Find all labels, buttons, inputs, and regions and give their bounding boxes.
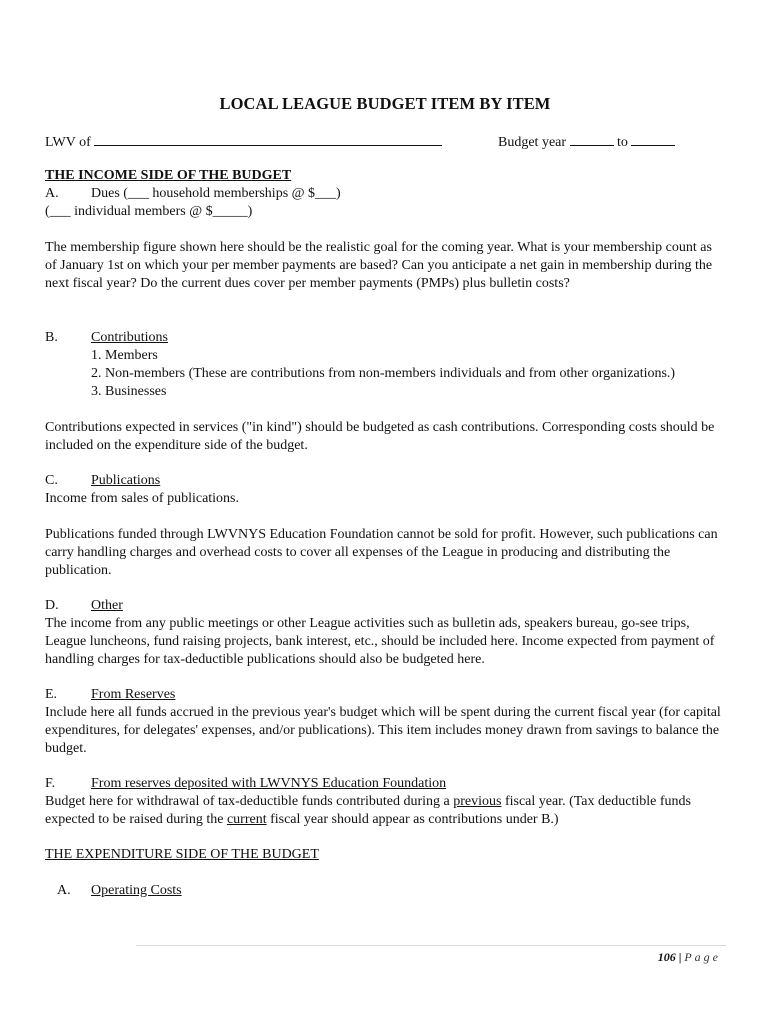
income-e-paragraph: Include here all funds accrued in the previous year's budget which will be spent during the current fiscal year (for capital expenditures, for delegates' expenses, and/or publications). This item includes money drawn from savings to balance the budget. bbox=[45, 705, 721, 756]
income-f-emphasis-current: current bbox=[226, 812, 267, 827]
budget-year-end-blank bbox=[631, 132, 675, 146]
income-f-heading: From reserves deposited with LWVNYS Education Foundation bbox=[91, 776, 447, 791]
income-d-letter: D. bbox=[45, 598, 59, 613]
income-f-paragraph bbox=[45, 793, 725, 829]
income-b-item-1: 1. Members bbox=[91, 348, 158, 363]
income-d-paragraph: The income from any public meetings or other League activities such as bulletin ads, speakers bureau, go-see trips, League luncheons, fund raising projects, bank interest, etc., should be included here. Income expected from payment of handling charges for tax-deductible publications should also be budgeted here. bbox=[45, 616, 715, 667]
income-b-heading: Contributions bbox=[91, 330, 169, 345]
income-e-letter: E. bbox=[45, 687, 58, 702]
income-d-heading-line bbox=[45, 597, 725, 615]
income-b-item-3: 3. Businesses bbox=[91, 384, 167, 399]
income-f-emphasis-previous: previous bbox=[453, 794, 502, 809]
income-a-line1 bbox=[45, 185, 725, 203]
income-b-heading-line bbox=[45, 329, 725, 347]
income-f-text-2: fiscal year. (Tax deductible funds expected to be raised during the bbox=[45, 794, 691, 827]
income-b-item-2: 2. Non-members (These are contributions from non-members individuals and from other organizations.) bbox=[91, 366, 676, 381]
budget-year-label: Budget year bbox=[498, 135, 567, 150]
footer-separator: | bbox=[678, 950, 682, 964]
income-heading: THE INCOME SIDE OF THE BUDGET bbox=[45, 168, 292, 183]
income-a-line2: (___ individual members @ $_____) bbox=[45, 204, 253, 219]
income-c-paragraph: Publications funded through LWVNYS Education Foundation cannot be sold for profit. However, such publications can carry handling charges and overhead costs to cover all expenses of the League in producing and distributing the publication. bbox=[45, 527, 718, 578]
income-a-dues-text: Dues (___ household memberships @ $___) bbox=[91, 186, 341, 201]
income-e-heading-line bbox=[45, 686, 725, 704]
footer-divider bbox=[136, 945, 726, 946]
income-c-heading: Publications bbox=[91, 473, 161, 488]
income-f-letter: F. bbox=[45, 776, 56, 791]
expenditure-heading: THE EXPENDITURE SIDE OF THE BUDGET bbox=[45, 847, 319, 862]
income-a-letter: A. bbox=[45, 186, 59, 201]
expenditure-a-heading: Operating Costs bbox=[91, 883, 182, 898]
page-title: LOCAL LEAGUE BUDGET ITEM BY ITEM bbox=[219, 94, 551, 113]
income-c-heading-line bbox=[45, 472, 725, 490]
income-f-text-1: Budget here for withdrawal of tax-deductible funds contributed during a bbox=[45, 794, 454, 809]
income-e-heading: From Reserves bbox=[91, 687, 176, 702]
lwv-name-blank bbox=[94, 132, 442, 146]
income-c-line: Income from sales of publications. bbox=[45, 491, 240, 506]
budget-year-group bbox=[498, 132, 675, 152]
lwv-label: LWV of bbox=[45, 135, 91, 150]
expenditure-a-letter: A. bbox=[57, 883, 71, 898]
page-footer bbox=[658, 950, 721, 965]
income-b-letter: B. bbox=[45, 330, 58, 345]
income-f-heading-line bbox=[45, 775, 725, 793]
budget-year-start-blank bbox=[570, 132, 614, 146]
income-a-paragraph: The membership figure shown here should be the realistic goal for the coming year. What is your membership count as of January 1st on which your per member payments are based? Can you anticipate a net gain in membership during the next fiscal year? Do the current dues cover per member payments (PMPs) plus bulletin costs? bbox=[45, 240, 713, 291]
income-d-heading: Other bbox=[91, 598, 123, 613]
income-b-paragraph: Contributions expected in services ("in kind") should be budgeted as cash contributions. Corresponding costs should be included on the expenditure side of the budget. bbox=[45, 420, 715, 453]
income-c-letter: C. bbox=[45, 473, 58, 488]
to-label: to bbox=[617, 135, 628, 150]
income-f-text-3: fiscal year should appear as contributions under B.) bbox=[266, 812, 559, 827]
header-fields-line bbox=[45, 132, 725, 152]
page-word: Page bbox=[684, 950, 721, 964]
page-number: 106 bbox=[657, 950, 676, 964]
expenditure-a-heading-line bbox=[57, 882, 737, 900]
